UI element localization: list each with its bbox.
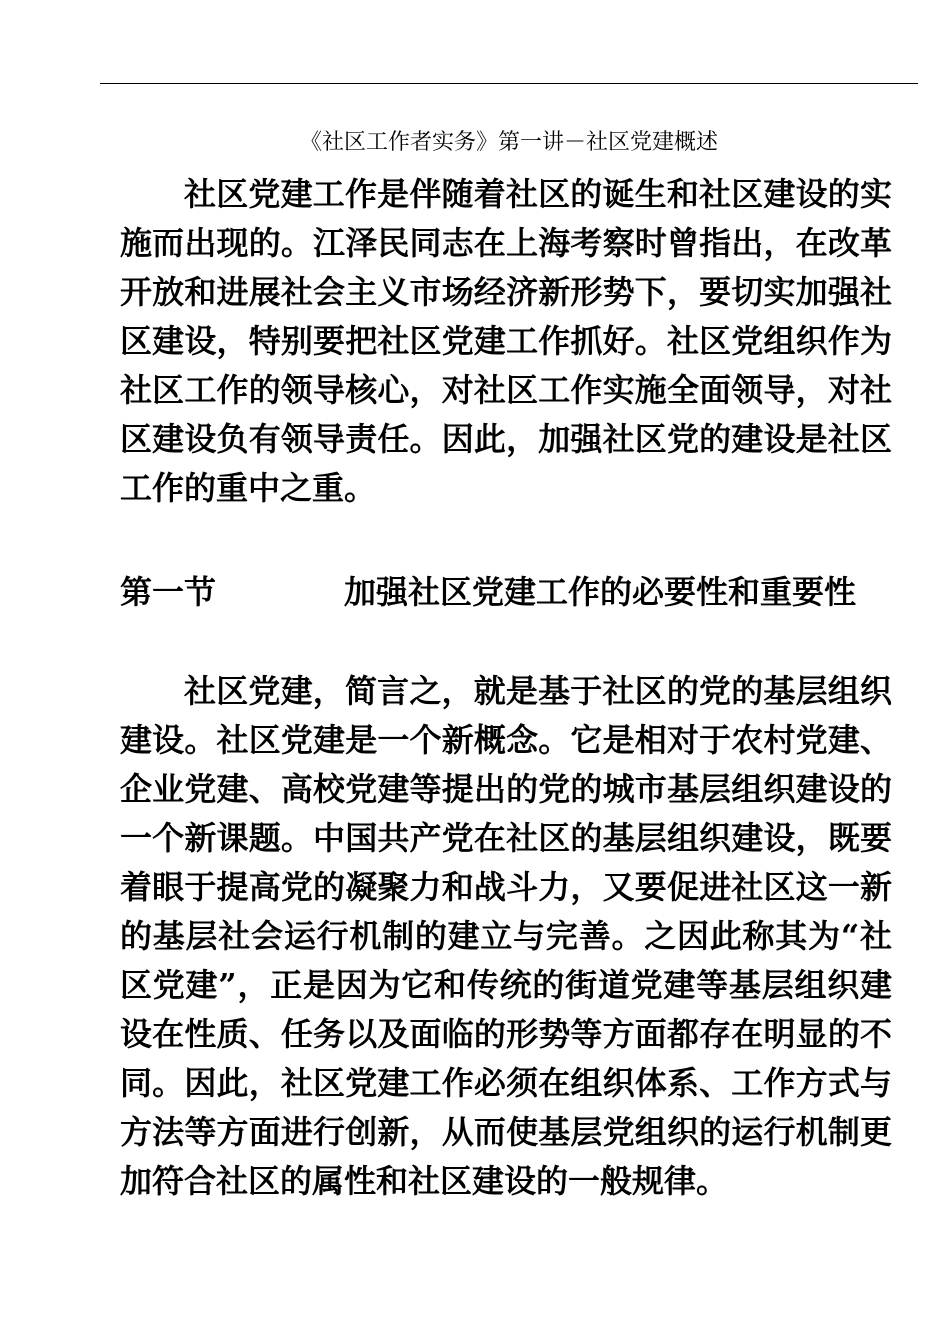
header-rule — [100, 83, 918, 84]
running-header: 《社区工作者实务》第一讲－社区党建概述 — [299, 130, 718, 155]
intro-paragraph-block — [120, 170, 892, 513]
section-number: 第一节 — [120, 573, 217, 611]
intro-paragraph: 社区党建工作是伴随着社区的诞生和社区建设的实施而出现的。江泽民同志在上海考察时曾指出，在改革开放和进展社会主义市场经济新形势下，要切实加强社区建设，特别要把社区党建工作抓好。社区党组织作为社区工作的领导核心，对社区工作实施全面领导，对社区建设负有领导责任。因此，加强社区党的建设是社区工作的重中之重。 — [120, 175, 892, 507]
section-title: 加强社区党建工作的必要性和重要性 — [344, 573, 857, 611]
section-paragraph-block — [120, 667, 892, 1206]
section-heading — [120, 568, 892, 617]
section-paragraph: 社区党建，简言之，就是基于社区的党的基层组织建设。社区党建是一个新概念。它是相对于农村党建、企业党建、高校党建等提出的党的城市基层组织建设的一个新课题。中国共产党在社区的基层组织建设，既要着眼于提高党的凝聚力和战斗力，又要促进社区这一新的基层社会运行机制的建立与完善。之因此称其为“社区党建”，正是因为它和传统的街道党建等基层组织建设在性质、任务以及面临的形势等方面都存在明显的不同。因此，社区党建工作必须在组织体系、工作方式与方法等方面进行创新，从而使基层党组织的运行机制更加符合社区的属性和社区建设的一般规律。 — [120, 672, 892, 1200]
